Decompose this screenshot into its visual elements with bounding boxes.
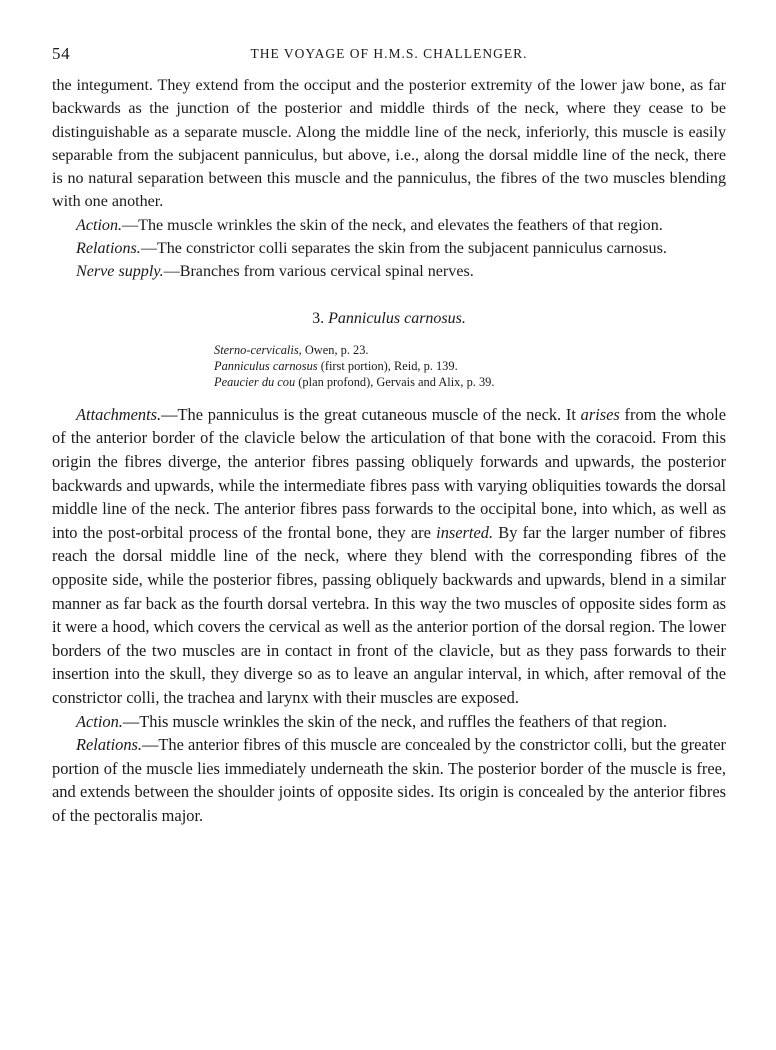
paragraph-text: —The muscle wrinkles the skin of the neck, and elevates the feathers of that region. — [122, 216, 663, 234]
synonym-entry — [214, 358, 726, 374]
paragraph-text: the integument. They extend from the occiput and the posterior extremity of the lower jaw bone, as far backwards as the junction of the posterior and middle thirds of the neck, where they cease to be distinguishable as a separate muscle. Along the middle line of the neck, inferiorly, this muscle is easily separable from the subjacent panniculus, but above, i.e., along the dorsal middle line of the neck, there is no natural separation between this muscle and the panniculus, the fibres of the two muscles blending with one another. — [52, 77, 726, 211]
paragraph-lead: Relations. — [76, 240, 141, 258]
paragraph-text: from the whole of the anterior border of the clavicle below the articulation of that bone with the coracoid. From this origin the fibres diverge, the anterior fibres passing obliquely forwards and upwards, the posterior backwards and upwards, while the intermediate fibres pass with varying obliquities towards the dorsal middle line of the neck. The anterior fibres pass forwards to the occipital bone, into which, as well as into the post-orbital process of the frontal bone, they are — [52, 404, 726, 542]
synonym-entry — [214, 342, 726, 358]
paragraph-nerve-supply — [52, 260, 726, 283]
synonym-ref: Owen, p. 23. — [301, 342, 369, 357]
paragraph-lead: Action. — [76, 216, 123, 234]
paragraph-lead: Attachments. — [76, 404, 162, 424]
paragraph-text: —The constrictor colli separates the skin from the subjacent panniculus carnosus. — [140, 240, 667, 258]
section-title: Panniculus carnosus. — [328, 309, 466, 327]
synonym-name: Panniculus carnosus — [214, 359, 318, 374]
synonym-list — [214, 342, 726, 391]
synonym-ref: (plan profond), Gervais and Alix, p. 39. — [295, 375, 495, 390]
paragraph-action-panniculus — [52, 710, 726, 734]
panniculus-description — [52, 403, 726, 828]
paragraph-lead: Relations. — [76, 735, 143, 755]
section-number: 3. — [312, 309, 325, 327]
synonym-entry — [214, 374, 726, 390]
emphasis-inserted: inserted. — [436, 522, 494, 542]
paragraph-relations-panniculus — [52, 733, 726, 827]
paragraph-text: By far the larger number of fibres reach the dorsal middle line of the neck, where they blend with the corresponding fibres of the opposite side, while the posterior fibres, passing obliquely backwards and upwards, blend in a similar manner as far back as the fourth dorsal vertebra. In this way the two muscles of opposite sides form as it were a hood, which covers the cervical as well as the anterior portion of the dorsal region. The lower borders of the two muscles are in contact in front of the clavicle, but as they pass forwards to their insertion into the skull, they diverge so as to leave an angular interval, in which, after removal of the constrictor colli, the trachea and larynx with their muscles are exposed. — [52, 522, 726, 708]
body-text — [52, 74, 726, 828]
paragraph-lead: Action. — [76, 711, 123, 731]
synonym-ref: (first portion), Reid, p. 139. — [317, 359, 458, 374]
page-number: 54 — [52, 44, 71, 63]
emphasis-arises: arises — [580, 404, 620, 424]
synonym-name: Peaucier du cou — [214, 375, 296, 390]
paragraph-lead: Nerve supply. — [76, 263, 164, 281]
page-header — [52, 44, 726, 74]
paragraph-text: —The anterior fibres of this muscle are concealed by the constrictor colli, but the greater portion of the muscle lies immediately underneath the skin. The posterior border of the muscle is free, and extends between the shoulder joints of opposite sides. Its origin is concealed by the anterior fibres of the pectoralis major. — [52, 735, 726, 825]
paragraph-text: —This muscle wrinkles the skin of the neck, and ruffles the feathers of that region. — [122, 711, 667, 731]
paragraph-action — [52, 214, 726, 237]
synonym-name: Sterno-cervicalis, — [214, 342, 302, 357]
paragraph-text: —The panniculus is the great cutaneous muscle of the neck. It — [161, 404, 581, 424]
section-heading — [52, 310, 726, 328]
paragraph-integument — [52, 74, 726, 214]
paragraph-attachments — [52, 403, 726, 710]
paragraph-relations — [52, 237, 726, 260]
running-title: THE VOYAGE OF H.M.S. CHALLENGER. — [250, 46, 528, 61]
paragraph-text: —Branches from various cervical spinal nerves. — [163, 263, 474, 281]
